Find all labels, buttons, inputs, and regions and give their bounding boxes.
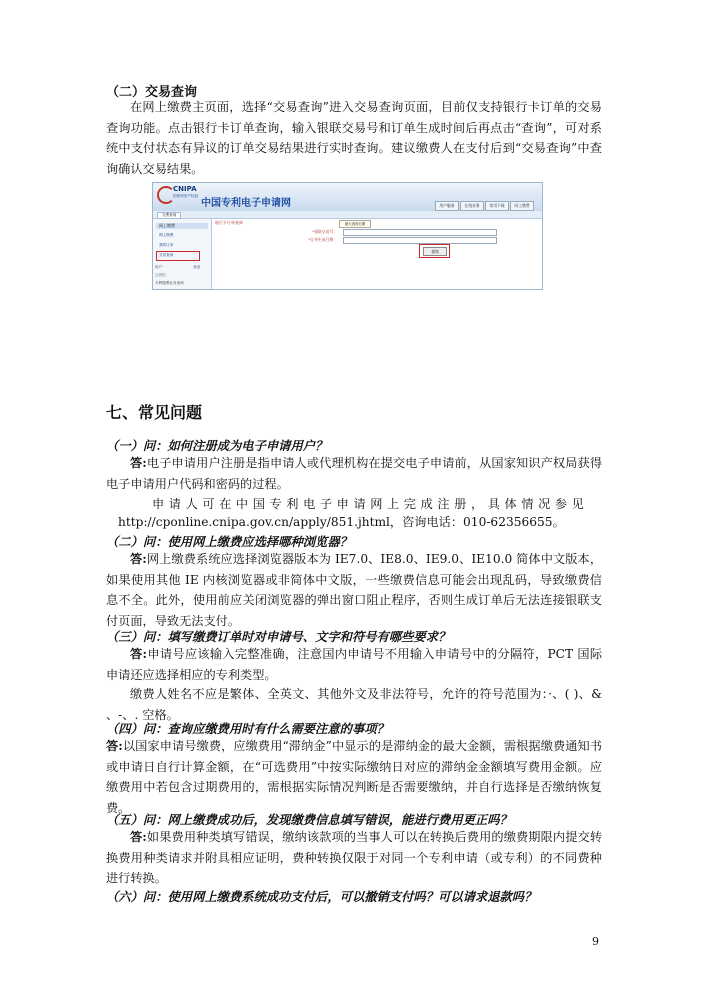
faq-answer-4 [106,736,602,818]
faq-question-3: （三）问：填写缴费订单时对申请号、文字和符号有哪些要求？ [106,630,451,644]
answer-label: 答: [130,647,148,661]
faq-question-4: （四）问：查询应缴费用时有什么需要注意的事项？ [106,722,389,736]
sidebar-item-transaction-query[interactable]: 交易查询 [159,253,174,257]
page-number: 9 [592,935,599,948]
label-order-date: *订单生成日期： [308,237,337,242]
answer-label: 答: [130,552,147,566]
main-heading: 银行卡订单查询 [215,220,243,225]
answer-text: 网上缴费系统应选择浏览器版本为 IE7.0、IE8.0、IE9.0、IE10.0 简体中文版本，如果使用其他 IE 内核浏览器或非简体中文版，一些缴费信息可能会出现乱码，导致缴费信息不全。此外，使用前应关闭浏览器的弹出窗口阻止程序，否则生成订单后无法连接银联支付页面，导致无法支付。 [106,552,603,628]
faq-question-2: （二）问：使用网上缴费应选择哪种浏览器？ [106,535,352,549]
faq-question-6: （六）问：使用网上缴费系统成功支付后，可以撤销支付吗？可以请求退款吗？ [106,890,537,904]
sidebar [153,219,212,289]
nav-downloads[interactable]: 常用下载 [485,201,509,211]
faq-question-1: （一）问：如何注册成为电子申请用户？ [106,439,328,453]
nav-online-payment[interactable]: 网上缴费 [510,201,534,211]
sidebar-header: 网上缴费 [156,223,208,229]
nav-user-service[interactable]: 用户服务 [435,201,459,211]
tab-payment-query[interactable]: 交费查询 [157,212,181,219]
sidebar-notice-label: 公告栏： [155,273,170,277]
tab-row [153,211,542,219]
answer-label: 答: [130,830,147,844]
sidebar-item-my-orders[interactable]: 我的订单 [159,243,174,247]
answer-text: 申请号应该输入完整准确，注意国内申请号不用输入申请号中的分隔符，PCT 国际申请还应选择相应的专利类型。 [106,647,603,682]
faq-1-extra: 申请人可在中国专利电子申请网上完成注册，具体情况参见 [152,497,589,511]
section-heading: （二）交易查询 [106,85,198,100]
logo-subtext: 国家知识产权局 [173,194,199,198]
answer-label: 答: [106,739,123,753]
tip-label: 最大查询日期 [339,220,371,228]
faq-question-5: （五）问：网上缴费成功后，发现缴费信息填写错误，能进行费用更正吗？ [106,813,512,827]
answer-label: 答: [130,456,147,470]
faq-answer-3 [106,644,602,685]
answer-text: 电子申请用户注册是指申请人或代理机构在提交电子申请前，从国家知识产权局获得电子申请用户代码和密码的过程。 [106,456,603,491]
faq-3-extra: 缴费人姓名不应是繁体、全英文、其他外文及非法符号，允许的符号范围为：·、( )、& 、-、. 空格。 [106,687,602,722]
highlight-box [419,244,450,258]
faq-1-extra-url: http://cponline.cnipa.gov.cn/apply/851.jhtml，咨询电话：010-62356655。 [118,515,565,529]
label-unionpay-no: *银联交易号： [312,229,337,234]
query-button[interactable]: 查询 [423,247,447,256]
answer-text: 如果费用种类填写错误，缴纳该款项的当事人可以在转换后费用的缴费期限内提交转换费用种类请求并附具相应证明，费种转换仅限于对同一个专利申请（或专利）的不同费种进行转换。 [106,830,603,886]
sidebar-query-link[interactable]: 专利缴费业务查询 [155,281,184,285]
site-title: 中国专利电子申请网 [201,198,291,209]
faq-answer-5 [106,827,602,889]
nav-online-business[interactable]: 在线业务 [460,201,484,211]
order-date-input[interactable] [343,237,497,244]
faq-answer-2 [106,549,602,631]
highlight-box [156,251,200,261]
sidebar-login-link[interactable]: 登录 [193,265,201,269]
logo-text: CNIPA [173,185,197,193]
sidebar-user-label: 用户： [155,265,166,269]
intro-paragraph: 在网上缴费主页面，选择“交易查询”进入交易查询页面，目前仅支持银行卡订单的交易查询功能。点击银行卡订单查询，输入银联交易号和订单生成时间后再点击“查询”，可对系统中支付状态有异议的订单交易结果进行实时查询。建议缴费人在支付后到“交易查询”中查询确认交易结果。 [106,100,602,176]
answer-text: 以国家申请号缴费，应缴费用“滞纳金”中显示的是滞纳金的最大金额，需根据缴费通知书或申请日自行计算金额，在“可选费用”中按实际缴纳日对应的滞纳金金额填写费用金额。应缴费用中若包含过期费用的，需根据实际情况判断是否需要缴纳，并自行选择是否缴纳恢复费。 [106,739,602,815]
embedded-screenshot [152,182,543,290]
faq-answer-1 [106,453,602,494]
header-bar [153,183,542,211]
chapter-heading: 七、常见问题 [106,403,203,422]
sidebar-item-online-payment[interactable]: 网上缴费 [159,233,174,237]
unionpay-no-input[interactable] [343,229,497,236]
